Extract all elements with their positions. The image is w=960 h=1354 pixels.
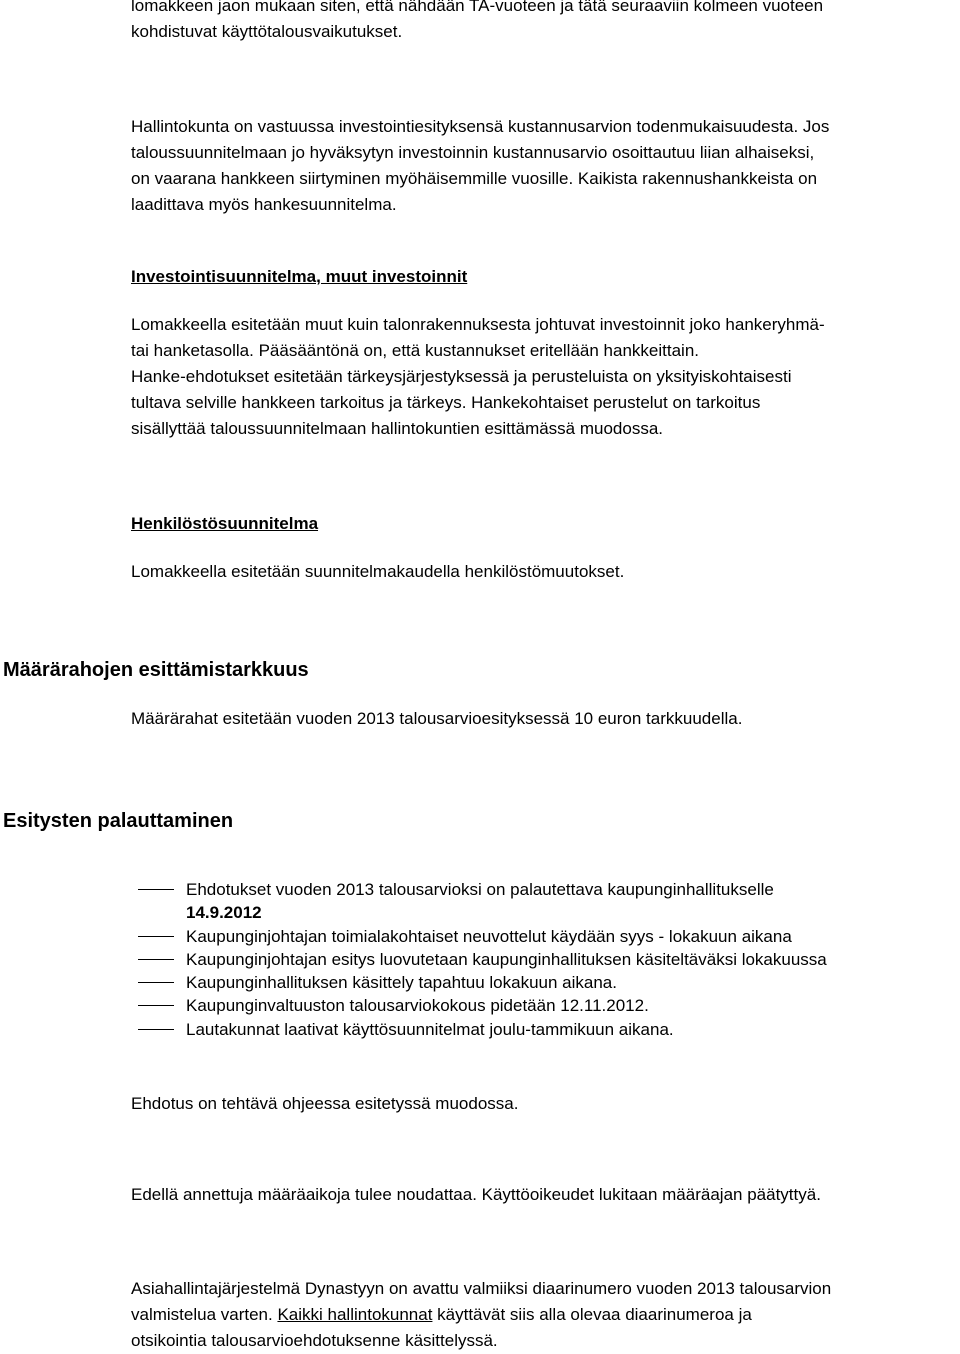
dash-bullet (138, 936, 174, 937)
personnel-line: Lomakkeella esitetään suunnitelmakaudella henkilöstömuutokset. (131, 562, 625, 581)
responsibility-line-2: taloussuunnitelmaan jo hyväksytyn investoinnin kustannusarvio osoittautuu liian alhaiseksi, (131, 143, 815, 162)
responsibility-line-3: on vaarana hankkeen siirtyminen myöhäisemmille vuosille. Kaikista rakennushankkeista on (131, 169, 818, 188)
responsibility-paragraph (131, 114, 946, 218)
responsibility-line-1: Hallintokunta on vastuussa investointiesityksensä kustannusarvion todenmukaisuudesta. Jos (131, 117, 830, 136)
investment-line-5: sisällyttää taloussuunnitelmaan hallintokuntien esittämässä muodossa. (131, 419, 664, 438)
schedule-list (0, 878, 960, 1041)
investment-line-2: tai hanketasolla. Pääsääntönä on, että kustannukset eritellään hankkeittain. (131, 341, 699, 360)
dash-bullet (138, 1005, 174, 1006)
list-item-text: Kaupunginjohtajan toimialakohtaiset neuvottelut käydään syys - lokakuun aikana (186, 926, 792, 946)
form-paragraph (131, 1091, 946, 1117)
investment-line-1: Lomakkeella esitetään muut kuin talonrakennuksesta johtuvat investoinnit joko hankeryhmä- (131, 315, 825, 334)
intro-line-2: kohdistuvat käyttötalousvaikutukset. (131, 22, 403, 41)
accuracy-paragraph (131, 706, 946, 732)
list-item-text: Lautakunnat laativat käyttösuunnitelmat joulu-tammikuun aikana. (186, 1019, 674, 1039)
list-item (0, 994, 960, 1017)
investment-line-4: tultava selville hankkeen tarkoitus ja tärkeys. Hankekohtaiset perustelut on tarkoitus (131, 393, 761, 412)
dash-bullet (138, 1029, 174, 1030)
list-item-text: Kaupunginjohtajan esitys luovutetaan kaupunginhallituksen käsiteltäväksi lokakuussa (186, 949, 827, 969)
dynasty-line-2 (131, 1302, 946, 1328)
dash-bullet (138, 982, 174, 983)
dash-bullet (138, 959, 174, 960)
dash-bullet (138, 889, 174, 890)
dynasty-paragraph (131, 1276, 946, 1354)
dynasty-line-2-prefix: valmistelua varten. (131, 1305, 278, 1324)
intro-line-1: lomakkeen jaon mukaan siten, että nähdään TA-vuoteen ja tätä seuraaviin kolmeen vuoteen (131, 0, 824, 15)
investment-line-3: Hanke-ehdotukset esitetään tärkeysjärjestyksessä ja perusteluista on yksityiskohtaisesti (131, 367, 792, 386)
form-line: Ehdotus on tehtävä ohjeessa esitetyssä muodossa. (131, 1094, 519, 1113)
dynasty-line-2-suffix: käyttävät siis alla olevaa diaarinumeroa ja (432, 1305, 752, 1324)
personnel-plan-paragraph (131, 559, 946, 585)
dynasty-line-1: Asiahallintajärjestelmä Dynastyyn on avattu valmiiksi diaarinumero vuoden 2013 talousarvion (131, 1279, 832, 1298)
list-item (0, 971, 960, 994)
list-item (0, 1018, 960, 1041)
accuracy-heading: Määrärahojen esittämistarkkuus (3, 659, 309, 681)
investment-plan-heading: Investointisuunnitelma, muut investoinnit (131, 267, 468, 286)
list-item-text: Kaupunginhallituksen käsittely tapahtuu lokakuun aikana. (186, 973, 617, 993)
investment-plan-paragraph (131, 312, 946, 442)
list-item-text: Ehdotukset vuoden 2013 talousarvioksi on palautettava kaupunginhallitukselle (186, 880, 774, 899)
all-administrations-underlined: Kaikki hallintokunnat (277, 1305, 433, 1324)
list-item (0, 925, 960, 948)
deadline-paragraph (131, 1182, 946, 1208)
list-item-text: Kaupunginvaltuuston talousarviokokous pidetään 12.11.2012. (186, 996, 649, 1016)
accuracy-line: Määrärahat esitetään vuoden 2013 talousarvioesityksessä 10 euron tarkkuudella. (131, 709, 743, 728)
responsibility-line-4: laadittava myös hankesuunnitelma. (131, 195, 397, 214)
deadline-date: 14.9.2012 (186, 903, 262, 923)
list-item (0, 948, 960, 971)
personnel-plan-heading: Henkilöstösuunnitelma (131, 514, 319, 533)
intro-paragraph (131, 0, 946, 45)
list-item (0, 878, 960, 925)
return-heading: Esitysten palauttaminen (3, 810, 234, 832)
dynasty-line-3: otsikointia talousarvioehdotuksenne käsittelyssä. (131, 1331, 498, 1350)
deadline-line: Edellä annettuja määräaikoja tulee noudattaa. Käyttöoikeudet lukitaan määräajan päätyttyä. (131, 1185, 821, 1204)
